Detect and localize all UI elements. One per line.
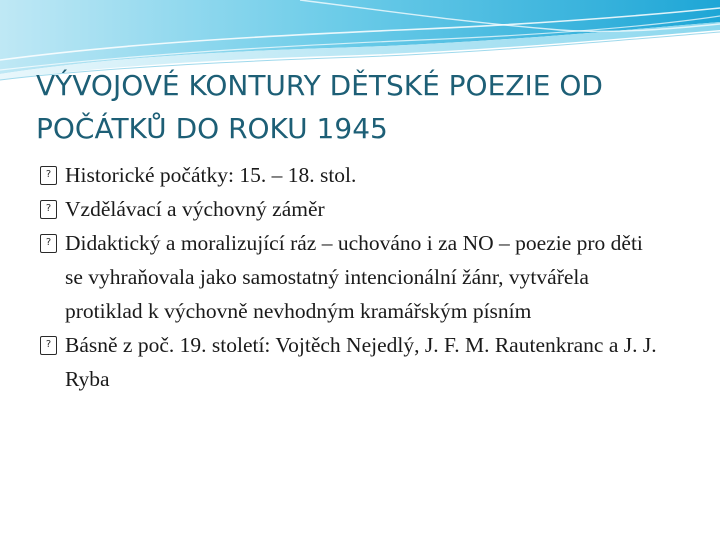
bullet-text: Didaktický a moralizující ráz – uchováno i za NO – poezie pro děti se vyhraňovala jako samostatný intencionální žánr, vytvářela protiklad k výchovně nevhodným kramářským písním [65, 231, 643, 323]
bullet-item [40, 328, 660, 396]
missing-glyph-bullet-icon: ? [40, 200, 57, 219]
bullet-text: Básně z poč. 19. století: Vojtěch Nejedlý, J. F. M. Rautenkranc a J. J. Ryba [65, 333, 657, 391]
title-line-1: VÝVOJOVÉ KONTURY DĚTSKÉ POEZIE OD [36, 69, 603, 102]
bullet-text: Historické počátky: 15. – 18. stol. [65, 163, 357, 187]
slide-title [36, 64, 696, 150]
bullet-item [40, 158, 660, 192]
title-line-2: POČÁTKŮ DO ROKU 1945 [36, 112, 388, 145]
bullet-list [40, 158, 660, 396]
bullet-text: Vzdělávací a výchovný záměr [65, 197, 325, 221]
missing-glyph-bullet-icon: ? [40, 166, 57, 185]
missing-glyph-bullet-icon: ? [40, 336, 57, 355]
bullet-item [40, 192, 660, 226]
bullet-item [40, 226, 660, 328]
missing-glyph-bullet-icon: ? [40, 234, 57, 253]
